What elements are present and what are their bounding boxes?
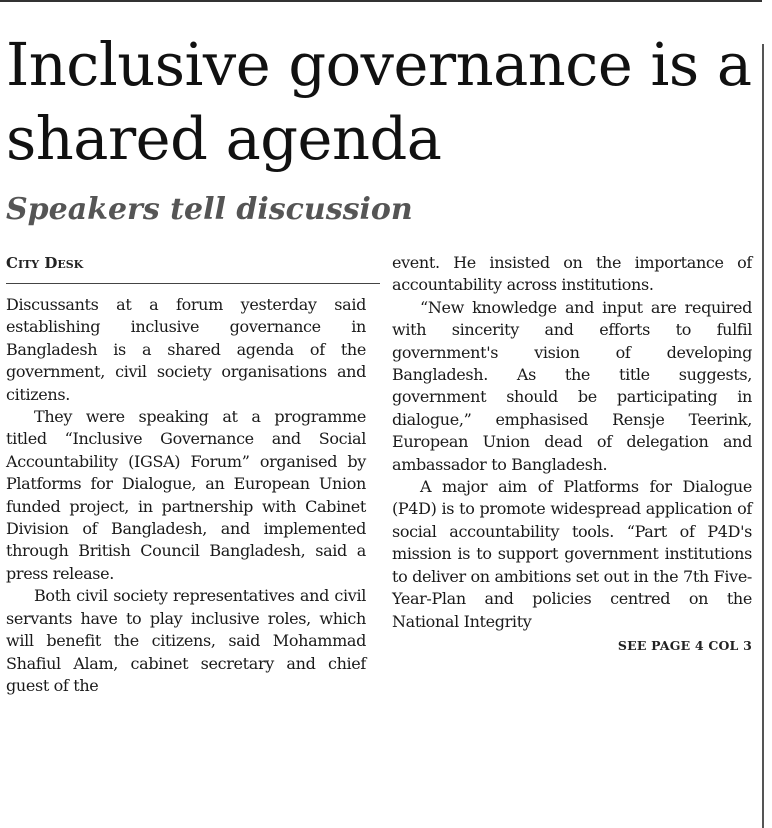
article-paragraph: A major aim of Platforms for Dialogue (P4D) is to promote widespread application of social accountability tools. “Part of P4D's mission is to support government institutions to deliver on ambitions set out in the 7th Five-Year-Plan and policies centred on the National Integrity — [392, 477, 752, 631]
article-paragraph: Discussants at a forum yesterday said establishing inclusive governance in Bangladesh is a shared agenda of the government, civil society organisations and citizens. — [6, 295, 366, 404]
headline: Inclusive governance is a shared agenda — [6, 30, 752, 173]
article-paragraph: event. He insisted on the importance of accountability across institutions. — [392, 253, 752, 295]
article-paragraph: They were speaking at a programme titled “Inclusive Governance and Social Accountability (IGSA) Forum” organised by Platforms for Dialogue, an European Union funded project, in partnership with Cabinet Division of Bangladesh, and implemented through British Council Bangladesh, said a press release. — [6, 407, 366, 583]
column-rule — [762, 44, 764, 828]
subheadline: Speakers tell discussion — [6, 192, 413, 227]
continuation-link[interactable]: SEE PAGE 4 COL 3 — [617, 637, 752, 653]
byline-rule — [6, 283, 380, 284]
top-rule — [0, 0, 762, 2]
article-column-right — [392, 252, 752, 657]
byline: City Desk — [6, 254, 84, 272]
article-paragraph: Both civil society representatives and civil servants have to play inclusive roles, which will benefit the citizens, said Mohammad Shafiul Alam, cabinet secretary and chief guest of the — [6, 586, 366, 695]
article-column-left — [6, 294, 366, 697]
article-paragraph: “New knowledge and input are required with sincerity and efforts to fulfil government's vision of developing Bangladesh. As the title suggests, government should be participating in dialogue,” emphasised Rensje Teerink, European Union dead of delegation and ambassador to Bangladesh. — [392, 297, 752, 474]
